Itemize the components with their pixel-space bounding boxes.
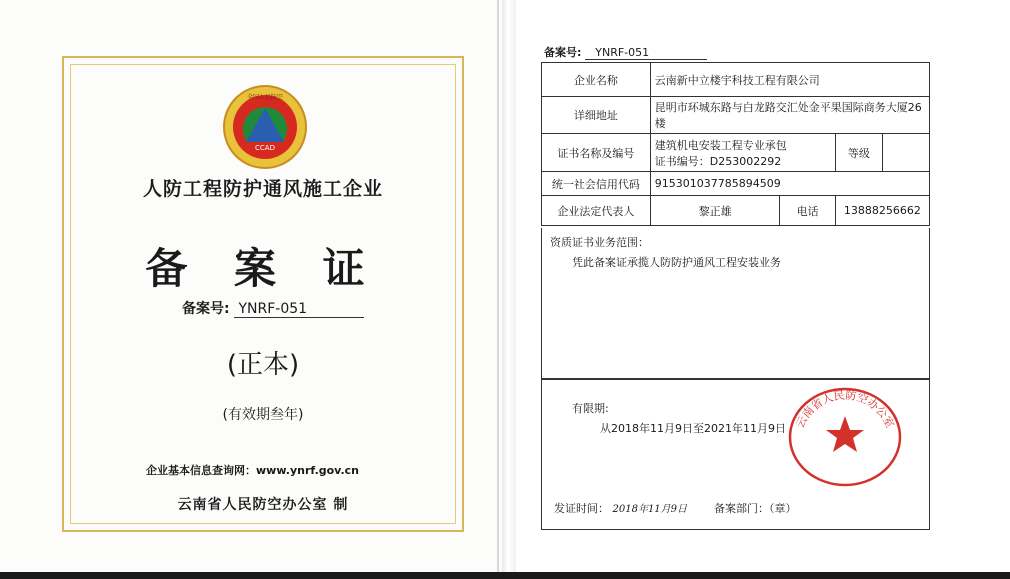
table-row	[542, 196, 930, 226]
emblem-arc-text: 全国人民防空	[246, 94, 284, 101]
certificate-name-label: 证书名称及编号	[542, 134, 651, 172]
certificate-number-line2: 证书编号：D253002292	[654, 154, 782, 168]
certificate-main-title: 备 案 证	[145, 244, 381, 293]
address-value: 昆明市环城东路与白龙路交汇处金平果国际商务大厦26楼	[650, 97, 929, 134]
table-row	[542, 63, 930, 97]
right-record-number-label: 备案号:	[544, 46, 582, 59]
validity-label: 有限期:	[572, 402, 609, 415]
official-seal-stamp-icon	[784, 382, 906, 488]
grade-label: 等级	[835, 134, 882, 172]
credit-code-label: 统一社会信用代码	[542, 172, 651, 196]
record-number-label: 备案号:	[182, 301, 230, 317]
address-label: 详细地址	[542, 97, 651, 134]
grade-value	[882, 134, 929, 172]
issue-time-label: 发证时间：	[554, 502, 609, 515]
validity-period: (有效期叁年)	[222, 407, 304, 423]
civil-air-defense-emblem-icon	[222, 84, 308, 170]
enterprise-info-table	[541, 62, 930, 226]
table-row	[542, 97, 930, 134]
stamp-text: 云南省人民防空办公室	[793, 388, 897, 430]
certificate-name-value	[650, 134, 835, 172]
credit-code-value: 91530103778589450​9	[650, 172, 929, 196]
table-row	[542, 134, 930, 172]
table-row	[542, 172, 930, 196]
business-scope-label: 资质证书业务范围：	[550, 236, 649, 249]
page-gutter	[497, 0, 499, 579]
business-scope-value: 凭此备案证承揽人防防护通风工程安装业务	[572, 256, 781, 269]
emblem-abbr-text: CCAD	[255, 144, 275, 152]
record-department: 备案部门：（章）	[714, 502, 797, 515]
legal-rep-value: 黎正雄	[650, 196, 780, 226]
record-number-value: YNRF-051	[234, 301, 364, 318]
record-number-line	[182, 298, 364, 318]
phone-label: 电话	[780, 196, 835, 226]
original-copy-mark: (正本)	[226, 350, 300, 380]
query-website: 企业基本信息查询网：www.ynrf.gov.cn	[146, 464, 359, 477]
company-name-value: 云南新中立楼宇科技工程有限公司	[650, 63, 929, 97]
issue-time-line	[554, 500, 687, 516]
issue-time-value: 2018年11月9日	[612, 504, 688, 515]
phone-value: 13888256662	[835, 196, 929, 226]
issuer-name: 云南省人民防空办公室 制	[177, 497, 349, 513]
legal-rep-label: 企业法定代表人	[542, 196, 651, 226]
validity-range: 从2018年11月9日至2021年11月9日	[600, 422, 786, 435]
certificate-type-title: 人防工程防护通风施工企业	[142, 178, 383, 200]
certificate-name-line1: 建筑机电安装工程专业承包	[654, 138, 787, 152]
company-name-label: 企业名称	[542, 63, 651, 97]
scan-bottom-edge	[0, 572, 1010, 579]
right-record-number-value: YNRF-051	[585, 46, 707, 60]
binding-shadow	[502, 0, 516, 579]
business-scope-section	[541, 228, 930, 379]
right-record-number-line	[544, 44, 707, 60]
